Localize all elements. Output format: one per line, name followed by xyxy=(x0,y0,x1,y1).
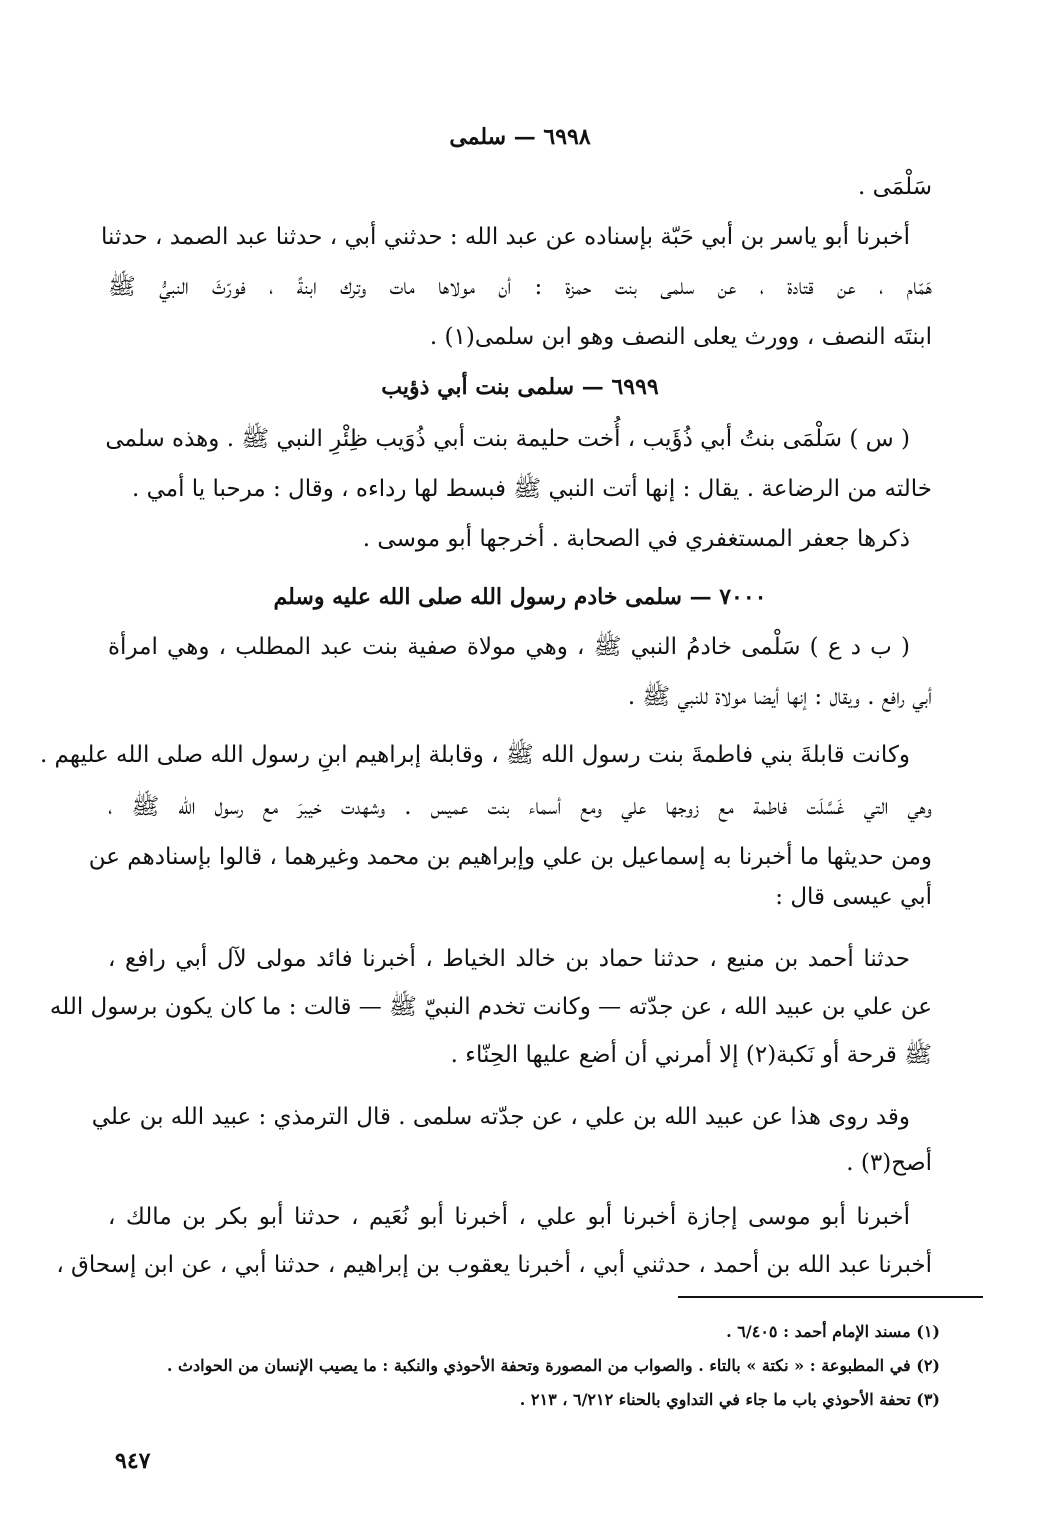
text-line: ( ب د ع ) سَلْمى خادمُ النبي ﷺ ، وهي مولاة صفية بنت عبد المطلب ، وهي امرأة xyxy=(108,634,910,660)
footnote-divider xyxy=(678,1296,983,1298)
text-line: أبي عيسى قال : xyxy=(775,884,932,910)
text-line: ﷺ قرحة أو نَكبة(٢) إلا أمرني أن أضع عليها الحِنّاء . xyxy=(450,1042,932,1068)
entry-heading-7000: ٧٠٠٠ — سلمى خادم رسول الله صلى الله عليه وسلم xyxy=(273,584,767,610)
text-line: أصح(٣) . xyxy=(846,1150,932,1176)
text-line: أبي رافع . ويقال : إنها أيضا مولاة للنبي ﷺ . xyxy=(627,684,932,710)
text-line: وهي التي غَسَّلَت فاطمة مع زوجها علي ومع أسماء بنت عميس . وشهدت خيبرَ مع رسول الله ﷺ ، xyxy=(108,794,932,820)
text-line: عن علي بن عبيد الله ، عن جدّته — وكانت تخدم النبيّ ﷺ — قالت : ما كان يكون برسول الله xyxy=(49,994,932,1020)
entry-heading-6998: ٦٩٩٨ — سلمى xyxy=(449,124,591,150)
footnote-3: (٣) تحفة الأحوذي باب ما جاء في التداوي بالحناء ٦/٢١٢ ، ٢١٣ . xyxy=(519,1390,940,1409)
text-line: أخبرنا أبو ياسر بن أبي حَبّة بإسناده عن عبد الله : حدثني أبي ، حدثنا عبد الصمد ، حدثنا xyxy=(101,224,910,250)
text-line: أخبرنا عبد الله بن أحمد ، حدثني أبي ، أخبرنا يعقوب بن إبراهيم ، حدثنا أبي ، عن ابن إسحاق ، xyxy=(56,1252,932,1278)
text-line: ذكرها جعفر المستغفري في الصحابة . أخرجها أبو موسى . xyxy=(362,526,910,552)
text-line: خالته من الرضاعة . يقال : إنها أتت النبي ﷺ فبسط لها رداءه ، وقال : مرحبا يا أمي . xyxy=(131,476,932,502)
text-line: هَمّام ، عن قتادة ، عن سلمى بنت حمزة : أن مولاها مات وترك ابنةً ، فورّثَ النبيُّ ﷺ xyxy=(108,274,932,300)
footnote-1: (١) مسند الإمام أحمد : ٦/٤٠٥ . xyxy=(726,1322,940,1341)
text-line: ومن حديثها ما أخبرنا به إسماعيل بن علي وإبراهيم بن محمد وغيرهما ، قالوا بإسنادهم عن xyxy=(88,844,932,870)
footnote-2: (٢) في المطبوعة : « نكتة » بالتاء . والصواب من المصورة وتحفة الأحوذي والنكبة : ما يصيب الإنسان من الحوادث . xyxy=(166,1356,940,1375)
text-line: وقد روى هذا عن عبيد الله بن علي ، عن جدّته سلمى . قال الترمذي : عبيد الله بن علي xyxy=(91,1104,910,1130)
page-number: ٩٤٧ xyxy=(115,1448,151,1474)
entry-heading-6999: ٦٩٩٩ — سلمى بنت أبي ذؤيب xyxy=(381,374,659,400)
entry-name-line: سَلْمَى . xyxy=(858,174,932,200)
text-line: أخبرنا أبو موسى إجازة أخبرنا أبو علي ، أخبرنا أبو نُعَيم ، حدثنا أبو بكر بن مالك ، xyxy=(108,1204,910,1230)
text-line: ( س ) سَلْمَى بنتُ أبي ذُؤَيب ، أُخت حليمة بنت أبي ذُوَيب ظِئْرِ النبي ﷺ . وهذه سلمى xyxy=(105,426,910,452)
text-line: حدثنا أحمد بن منيع ، حدثنا حماد بن خالد الخياط ، أخبرنا فائد مولى لآل أبي رافع ، xyxy=(108,946,910,972)
text-line: وكانت قابلةَ بني فاطمةَ بنت رسول الله ﷺ ، وقابلة إبراهيم ابنِ رسول الله صلى الله عليهم . xyxy=(39,742,910,768)
text-line: ابنتَه النصف ، وورث يعلى النصف وهو ابن سلمى(١) . xyxy=(429,324,932,350)
